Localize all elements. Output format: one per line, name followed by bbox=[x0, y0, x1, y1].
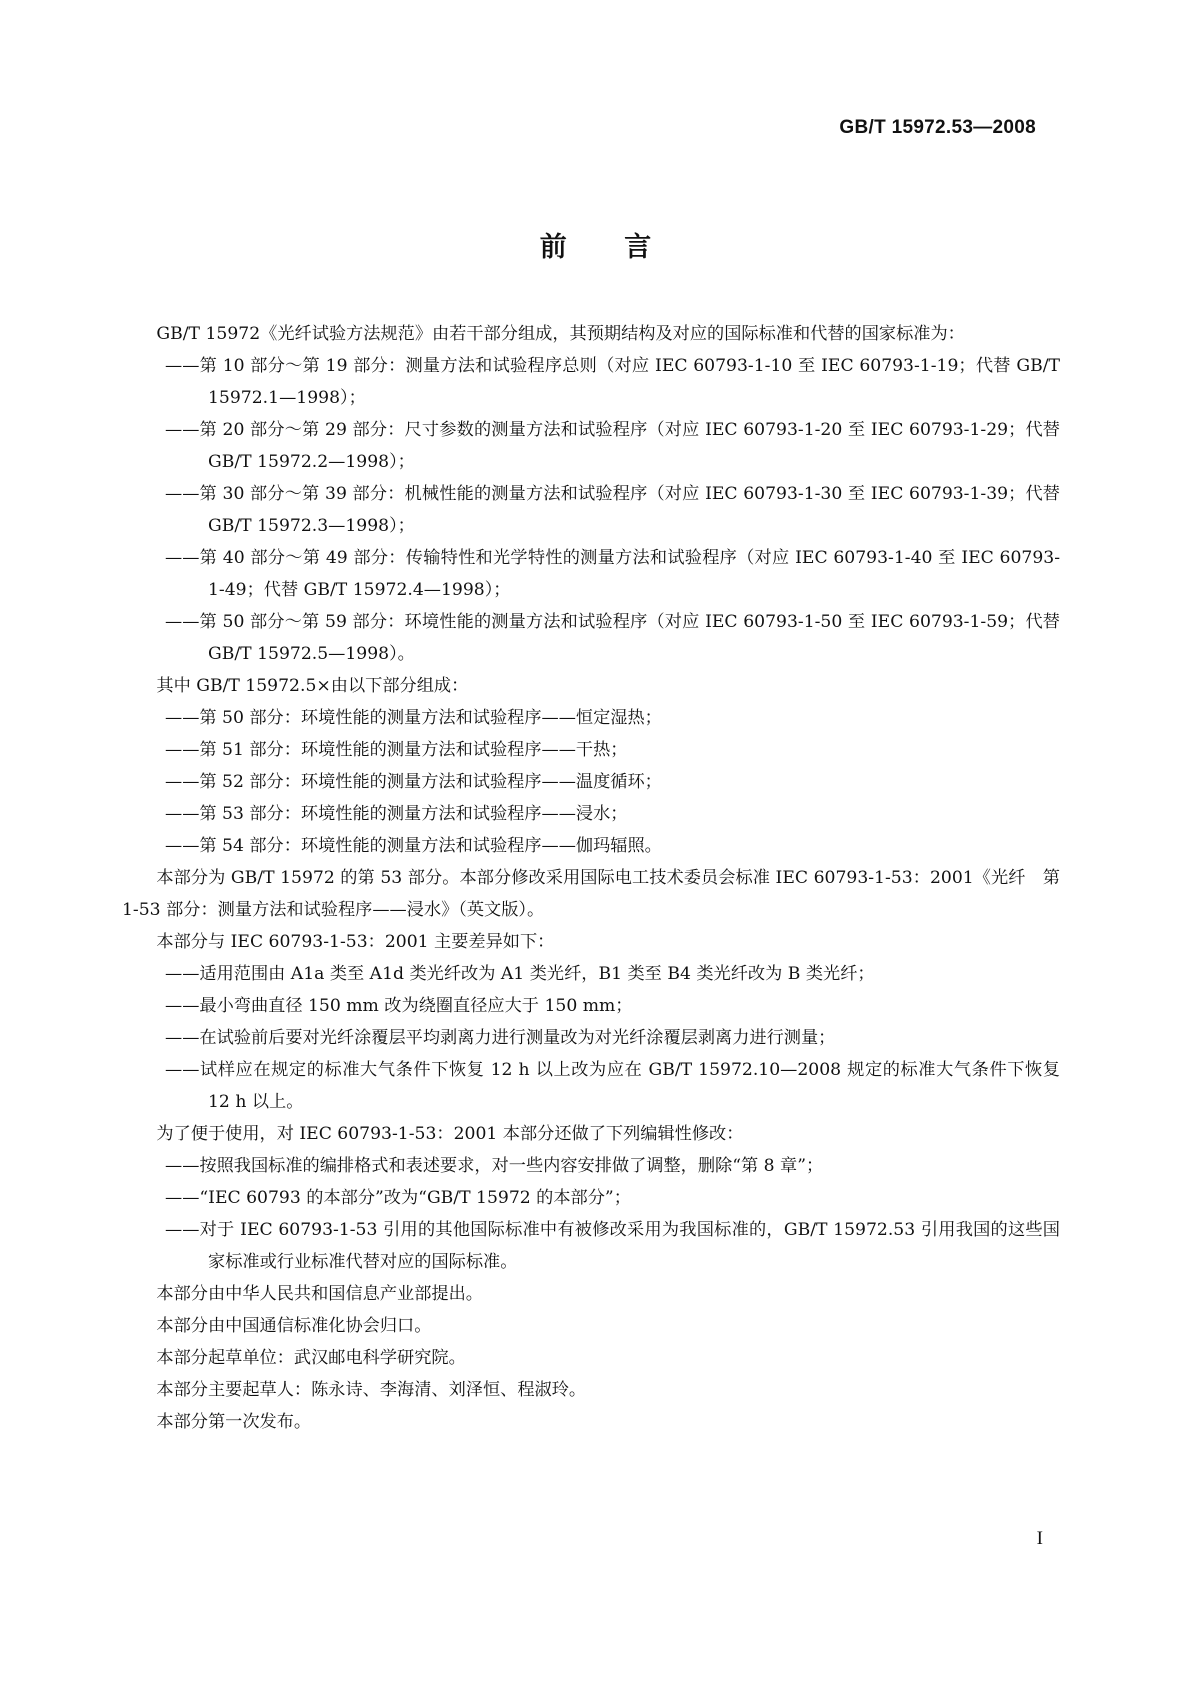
closing-paragraph: 本部分主要起草人：陈永诗、李海清、刘泽恒、程淑玲。 bbox=[156, 1380, 587, 1400]
list-item: ——第 53 部分：环境性能的测量方法和试验程序——浸水； bbox=[165, 804, 628, 824]
closing-paragraph: 本部分第一次发布。 bbox=[156, 1412, 312, 1432]
list-item: ——第 30 部分～第 39 部分：机械性能的测量方法和试验程序（对应 IEC 60793-1-30 至 IEC 60793-1-39；代替 GB/T 15972.3—1998）； bbox=[165, 484, 1060, 536]
title-char: 言 bbox=[624, 232, 652, 263]
list-item: ——第 54 部分：环境性能的测量方法和试验程序——伽玛辐照。 bbox=[165, 836, 662, 856]
list-item: ——第 40 部分～第 49 部分：传输特性和光学特性的测量方法和试验程序（对应 IEC 60793-1-40 至 IEC 60793-1-49；代替 GB/T 15972.4—1998）； bbox=[165, 548, 1060, 600]
closing-paragraph: 本部分由中国通信标准化协会归口。 bbox=[156, 1316, 432, 1336]
list-item: ——对于 IEC 60793-1-53 引用的其他国际标准中有被修改采用为我国标准的，GB/T 15972.53 引用我国的这些国家标准或行业标准代替对应的国际标准。 bbox=[165, 1220, 1060, 1272]
list-item: ——第 20 部分～第 29 部分：尺寸参数的测量方法和试验程序（对应 IEC 60793-1-20 至 IEC 60793-1-29；代替 GB/T 15972.2—1998）； bbox=[165, 420, 1060, 472]
list-item: ——最小弯曲直径 150 mm 改为绕圈直径应大于 150 mm； bbox=[165, 996, 633, 1016]
adoption-paragraph: 本部分为 GB/T 15972 的第 53 部分。本部分修改采用国际电工技术委员会标准 IEC 60793-1-53：2001《光纤 第 1-53 部分：测量方法和试验程序——浸水》（英文版）。 bbox=[122, 868, 1060, 920]
list-item: ——适用范围由 A1a 类至 A1d 类光纤改为 A1 类光纤，B1 类至 B4 类光纤改为 B 类光纤； bbox=[165, 964, 875, 984]
list-item: ——“IEC 60793 的本部分”改为“GB/T 15972 的本部分”； bbox=[165, 1188, 631, 1208]
title-char: 前 bbox=[539, 232, 567, 263]
sub-intro-paragraph: 其中 GB/T 15972.5×由以下部分组成： bbox=[156, 676, 469, 696]
standard-number: GB/T 15972.53—2008 bbox=[839, 117, 1036, 138]
page-number: I bbox=[1036, 1528, 1043, 1549]
list-item: ——第 52 部分：环境性能的测量方法和试验程序——温度循环； bbox=[165, 772, 662, 792]
list-item: ——第 51 部分：环境性能的测量方法和试验程序——干热； bbox=[165, 740, 628, 760]
closing-paragraph: 本部分起草单位：武汉邮电科学研究院。 bbox=[156, 1348, 466, 1368]
list-item: ——试样应在规定的标准大气条件下恢复 12 h 以上改为应在 GB/T 15972.10—2008 规定的标准大气条件下恢复 12 h 以上。 bbox=[165, 1060, 1060, 1112]
list-item: ——在试验前后要对光纤涂覆层平均剥离力进行测量改为对光纤涂覆层剥离力进行测量； bbox=[165, 1028, 836, 1048]
page-title bbox=[0, 225, 1191, 264]
list-item: ——第 50 部分：环境性能的测量方法和试验程序——恒定湿热； bbox=[165, 708, 662, 728]
intro-paragraph: GB/T 15972《光纤试验方法规范》由若干部分组成，其预期结构及对应的国际标准和代替的国家标准为： bbox=[156, 324, 965, 344]
foreword-body bbox=[122, 318, 1060, 1438]
list-item: ——按照我国标准的编排格式和表述要求，对一些内容安排做了调整，删除“第 8 章”； bbox=[165, 1156, 824, 1176]
list-item: ——第 50 部分～第 59 部分：环境性能的测量方法和试验程序（对应 IEC 60793-1-50 至 IEC 60793-1-59；代替 GB/T 15972.5—1998）。 bbox=[165, 612, 1060, 664]
closing-paragraph: 本部分由中华人民共和国信息产业部提出。 bbox=[156, 1284, 483, 1304]
diff-intro-paragraph: 本部分与 IEC 60793-1-53：2001 主要差异如下： bbox=[156, 932, 555, 952]
edit-intro-paragraph: 为了便于使用，对 IEC 60793-1-53：2001 本部分还做了下列编辑性修改： bbox=[156, 1124, 744, 1144]
list-item: ——第 10 部分～第 19 部分：测量方法和试验程序总则（对应 IEC 60793-1-10 至 IEC 60793-1-19；代替 GB/T 15972.1—1998）； bbox=[165, 356, 1060, 408]
